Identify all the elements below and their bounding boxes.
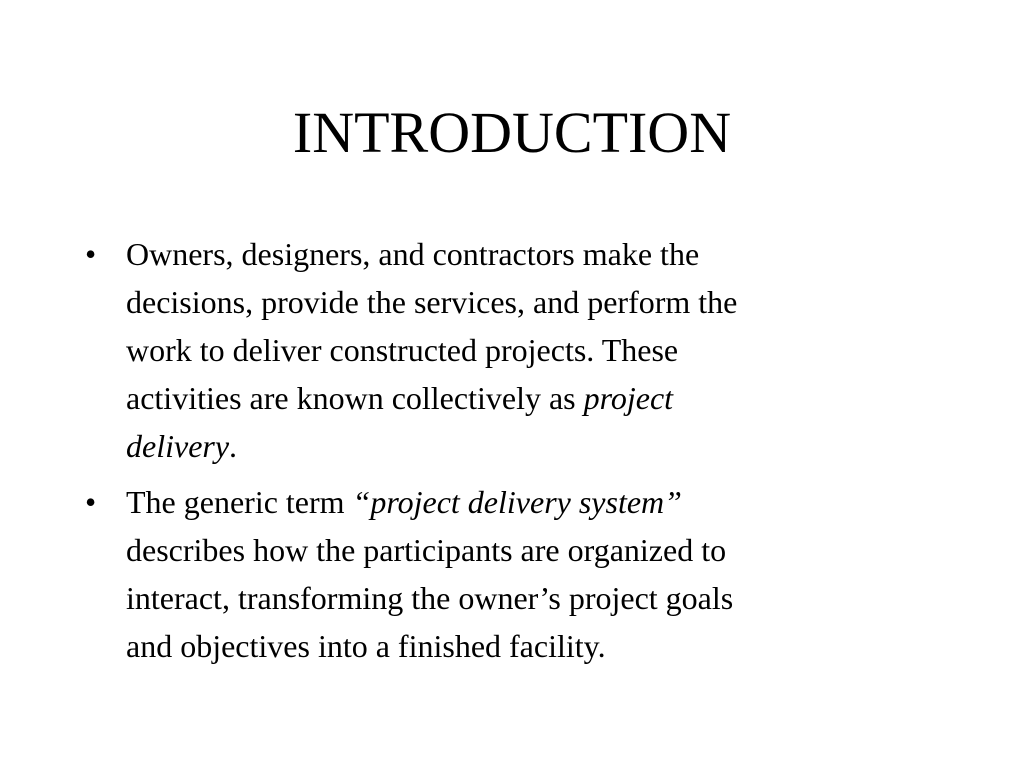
- text-line: [126, 278, 905, 326]
- text-segment: activities are known collectively as: [126, 380, 584, 416]
- italic-term: “project delivery system”: [352, 484, 682, 520]
- bullet-mark: •: [85, 484, 97, 520]
- text-line: [126, 422, 905, 470]
- text-line: [126, 230, 905, 278]
- text-segment: describes how the participants are organized to: [126, 532, 727, 568]
- text-line: [126, 574, 905, 622]
- text-segment: decisions, provide the services, and perform the: [126, 284, 738, 320]
- italic-term: project: [583, 380, 674, 416]
- bullet-item: [85, 230, 905, 470]
- slide-title: INTRODUCTION: [292, 100, 732, 165]
- text-line: [126, 526, 905, 574]
- bullet-mark: •: [85, 236, 97, 272]
- text-line: [126, 622, 905, 670]
- text-line: [126, 326, 905, 374]
- bullet-item: [85, 478, 905, 670]
- text-segment: and objectives into a finished facility.: [126, 628, 606, 664]
- text-line: [126, 374, 905, 422]
- text-segment: Owners, designers, and contractors make the: [126, 236, 700, 272]
- bullet-list: [85, 230, 905, 678]
- text-segment: .: [229, 428, 238, 464]
- italic-term: delivery: [126, 428, 230, 464]
- text-segment: work to deliver constructed projects. These: [126, 332, 679, 368]
- text-line: [126, 478, 905, 526]
- text-segment: The generic term: [126, 484, 353, 520]
- text-segment: interact, transforming the owner’s project goals: [126, 580, 734, 616]
